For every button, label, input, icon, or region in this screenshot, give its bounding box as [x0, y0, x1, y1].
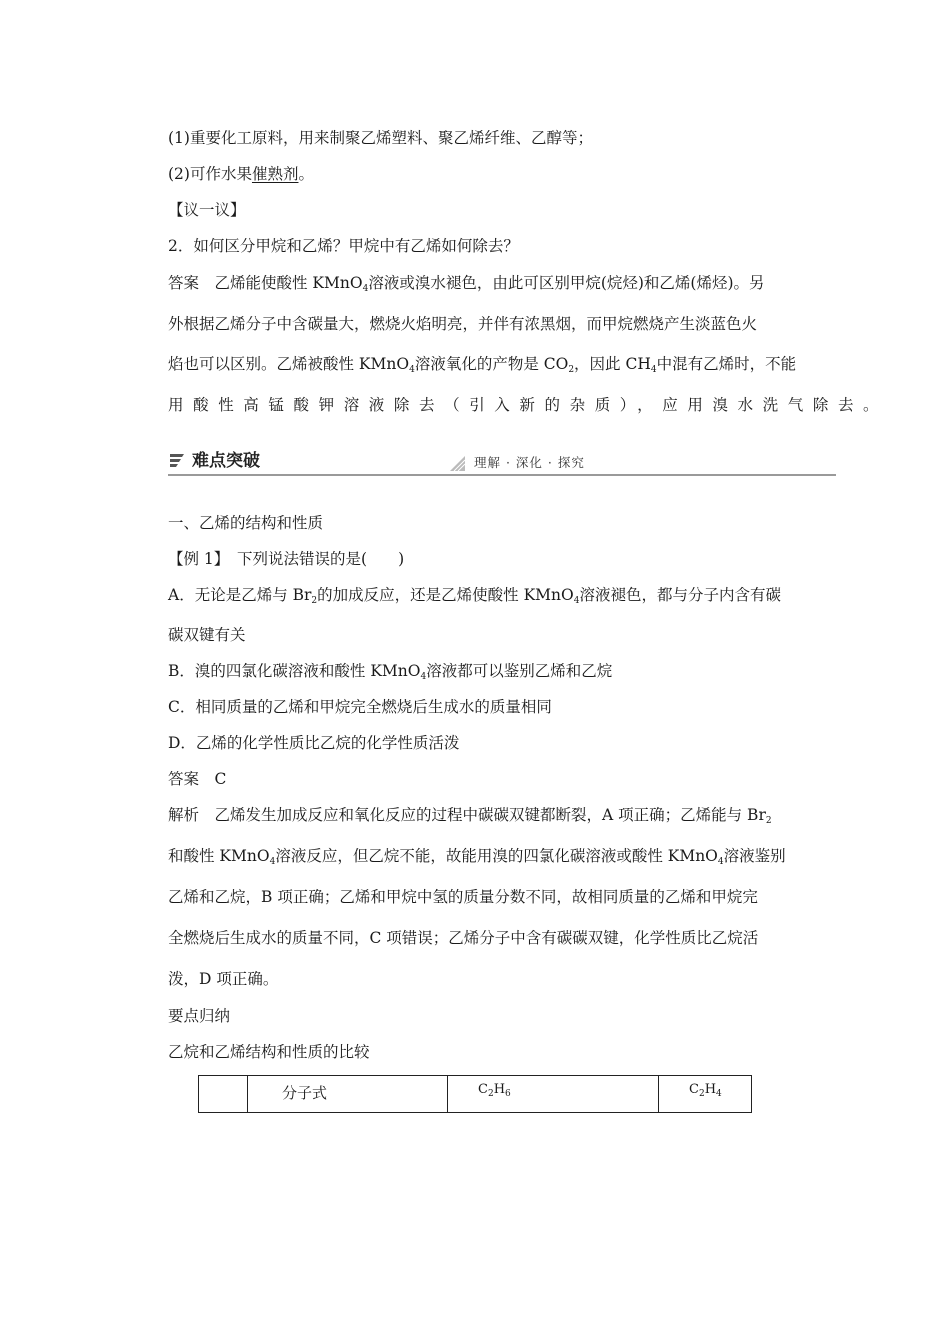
formula-part: H [704, 1082, 717, 1097]
subscript: 2 [568, 365, 575, 375]
compare-title [168, 1041, 370, 1063]
summary-heading [168, 1005, 230, 1027]
answer-text: 用酸性高锰酸钾溶液除去（引入新的杂质），应用溴水洗气除去。 [168, 396, 889, 414]
option-text: B．溴的四氯化碳溶液和酸性 KMnO [168, 662, 421, 680]
use-line-1 [168, 127, 593, 149]
explanation-line-2 [168, 845, 786, 867]
answer-text: 外根据乙烯分子中含碳量大，燃烧火焰明亮，并伴有浓黑烟，而甲烷燃烧产生淡蓝色火 [168, 315, 758, 333]
answer-text: 答案 C [168, 770, 227, 788]
comparison-table [198, 1075, 752, 1113]
answer-text: 答案 乙烯能使酸性 KMnO [168, 274, 363, 292]
option-text: 的加成反应，还是乙烯使酸性 KMnO [317, 586, 574, 604]
answer-text: 焰也可以区别。乙烯被酸性 KMnO [168, 355, 410, 373]
summary-heading-text: 要点归纳 [168, 1007, 231, 1025]
corner-triangle-icon [448, 454, 466, 472]
answer-text: 中混有乙烯时，不能 [656, 355, 797, 373]
option-a-line-2 [168, 624, 246, 646]
subscript: 6 [505, 1089, 511, 1099]
formula-part: C [689, 1082, 699, 1097]
option-text: 碳双键有关 [168, 626, 246, 644]
table-cell-empty [199, 1076, 248, 1113]
subscript: 4 [717, 857, 724, 867]
explanation-line-1 [168, 804, 772, 826]
compare-title-text: 乙烷和乙烯结构和性质的比较 [168, 1043, 370, 1061]
formula-part: H [493, 1082, 506, 1097]
subscript: 4 [650, 365, 657, 375]
example-tag: 【例 1】 [168, 550, 222, 568]
discuss-heading [168, 199, 246, 221]
discuss-heading-text: 【议一议】 [168, 201, 246, 219]
table-cell-ethene [659, 1076, 752, 1113]
answer-line-1 [168, 272, 765, 294]
answer [168, 768, 226, 790]
question-2-text: 2．如何区分甲烷和乙烯？甲烷中有乙烯如何除去？ [168, 237, 519, 255]
subscript: 4 [409, 365, 415, 375]
answer-line-3 [168, 353, 796, 375]
formula-part: C [478, 1082, 488, 1097]
option-a-line-1 [168, 584, 781, 606]
use-text-2: (2)可作水果 [168, 165, 252, 183]
explanation-text: 解析 乙烯发生加成反应和氧化反应的过程中碳碳双键都断裂，A 项正确；乙烯能与 Br [168, 806, 766, 824]
punct: 。 [298, 165, 314, 183]
subscript: 4 [269, 857, 276, 867]
explanation-line-4 [168, 927, 758, 949]
molecular-formula-label: 分子式 [282, 1084, 328, 1102]
question-2 [168, 235, 519, 257]
subscript: 4 [420, 672, 427, 682]
table-cell-label [248, 1076, 448, 1113]
option-text: 溶液褪色，都与分子内含有碳 [579, 586, 781, 604]
subscript: 2 [698, 1089, 705, 1099]
option-text: D．乙烯的化学性质比乙烷的化学性质活泼 [168, 734, 460, 752]
answer-line-4 [168, 394, 888, 416]
table-cell-ethane [448, 1076, 659, 1113]
option-c [168, 696, 552, 718]
answer-text: ，因此 CH [574, 355, 651, 373]
answer-text: 溶液或溴水褪色，由此可区别甲烷(烷烃)和乙烯(烯烃)。另 [368, 274, 765, 292]
option-text: A．无论是乙烯与 Br [168, 586, 312, 604]
subscript: 4 [716, 1089, 722, 1099]
subscript: 2 [311, 596, 318, 606]
stripes-icon [168, 452, 186, 470]
section-heading [168, 512, 323, 534]
explanation-text: 泼，D 项正确。 [168, 970, 279, 988]
banner-rule [168, 474, 836, 476]
explanation-text: 溶液鉴别 [723, 847, 786, 865]
explanation-line-5 [168, 968, 278, 990]
subscript: 4 [573, 596, 580, 606]
explanation-text: 乙烯和乙烷，B 项正确；乙烯和甲烷中氢的质量分数不同，故相同质量的乙烯和甲烷完 [168, 888, 758, 906]
option-b [168, 660, 612, 682]
banner-title: 难点突破 [192, 451, 260, 471]
section-banner [168, 448, 836, 476]
subscript: 4 [362, 284, 369, 294]
example-1 [168, 548, 404, 570]
answer-line-2 [168, 313, 757, 335]
example-question: 下列说法错误的是( ) [221, 550, 405, 568]
table-row [199, 1076, 752, 1113]
explanation-line-3 [168, 886, 758, 908]
explanation-text: 全燃烧后生成水的质量不同，C 项错误；乙烯分子中含有碳碳双键，化学性质比乙烷活 [168, 929, 759, 947]
subscript: 2 [487, 1089, 494, 1099]
answer-text: 溶液氧化的产物是 CO [414, 355, 569, 373]
use-text-1: (1)重要化工原料，用来制聚乙烯塑料、聚乙烯纤维、乙醇等； [168, 129, 593, 147]
explanation-text: 溶液反应，但乙烷不能，故能用溴的四氯化碳溶液或酸性 KMnO [275, 847, 718, 865]
option-text: C．相同质量的乙烯和甲烷完全燃烧后生成水的质量相同 [168, 698, 552, 716]
use-line-2 [168, 163, 314, 185]
banner-subtitle: 理解 · 深化 · 探究 [474, 455, 585, 470]
section-heading-text: 一、乙烯的结构和性质 [168, 514, 324, 532]
subscript: 2 [765, 816, 772, 826]
option-text: 溶液都可以鉴别乙烯和乙烷 [426, 662, 613, 680]
ripening-agent-term: 催熟剂 [251, 165, 299, 183]
explanation-text: 和酸性 KMnO [168, 847, 270, 865]
option-d [168, 732, 459, 754]
